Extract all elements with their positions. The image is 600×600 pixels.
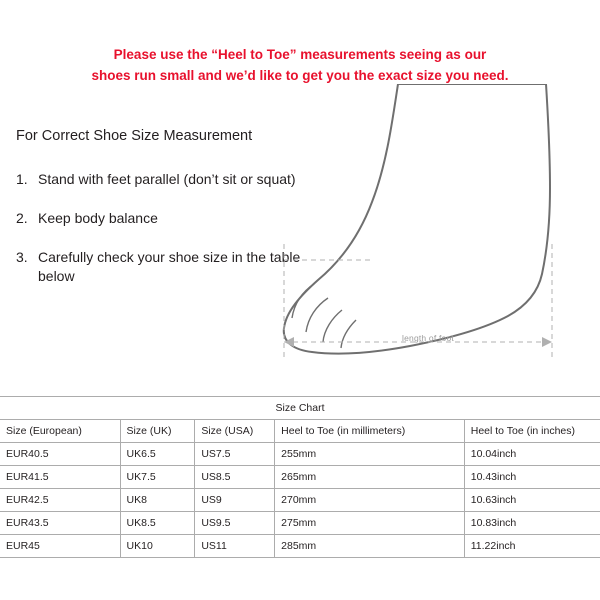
- table-row: [0, 535, 600, 558]
- warning-line-2: shoes run small and we’d like to get you the exact size you need.: [91, 68, 509, 83]
- table-row: [0, 443, 600, 466]
- toe-line: [323, 310, 342, 342]
- cell-size-uk: UK7.5: [120, 466, 195, 489]
- cell-size-uk: UK10: [120, 535, 195, 558]
- arrow-right-icon: [542, 337, 552, 347]
- foot-outline: [284, 84, 550, 354]
- instruction-number: 1.: [16, 171, 28, 187]
- cell-size-usa: US11: [195, 535, 275, 558]
- column-header-heel-to-toe-mm: Heel to Toe (in millimeters): [275, 420, 465, 443]
- instruction-text: Stand with feet parallel (don’t sit or squat): [38, 171, 296, 187]
- length-of-foot-label: length of foot: [402, 333, 454, 343]
- toe-line: [341, 320, 356, 348]
- instruction-text: Carefully check your shoe size in the table below: [38, 249, 301, 284]
- instructions-title: For Correct Shoe Size Measurement: [16, 128, 253, 144]
- instruction-text: Keep body balance: [38, 210, 158, 226]
- cell-size-european: EUR41.5: [0, 466, 120, 489]
- instruction-number: 2.: [16, 210, 28, 226]
- cell-size-uk: UK6.5: [120, 443, 195, 466]
- column-header-size-european: Size (European): [0, 420, 120, 443]
- size-chart-caption: Size Chart: [0, 397, 600, 420]
- table-row: [0, 466, 600, 489]
- toe-line: [292, 284, 314, 318]
- cell-heel-to-toe-mm: 285mm: [275, 535, 465, 558]
- table-caption-row: [0, 397, 600, 420]
- cell-size-uk: UK8: [120, 489, 195, 512]
- cell-heel-to-toe-mm: 275mm: [275, 512, 465, 535]
- cell-heel-to-toe-inch: 10.63inch: [464, 489, 600, 512]
- cell-heel-to-toe-inch: 10.83inch: [464, 512, 600, 535]
- warning-notice: [0, 44, 600, 86]
- warning-line-1: Please use the “Heel to Toe” measurements seeing as our: [113, 47, 487, 62]
- cell-heel-to-toe-inch: 10.43inch: [464, 466, 600, 489]
- cell-size-european: EUR42.5: [0, 489, 120, 512]
- cell-size-usa: US7.5: [195, 443, 275, 466]
- cell-size-european: EUR43.5: [0, 512, 120, 535]
- column-header-size-uk: Size (UK): [120, 420, 195, 443]
- foot-diagram: [250, 84, 590, 384]
- table-row: [0, 512, 600, 535]
- cell-heel-to-toe-inch: 10.04inch: [464, 443, 600, 466]
- size-chart-table: [0, 396, 600, 558]
- table-header-row: [0, 420, 600, 443]
- cell-size-european: EUR45: [0, 535, 120, 558]
- cell-heel-to-toe-mm: 255mm: [275, 443, 465, 466]
- cell-size-usa: US8.5: [195, 466, 275, 489]
- cell-size-european: EUR40.5: [0, 443, 120, 466]
- toe-line: [306, 298, 328, 332]
- cell-size-usa: US9: [195, 489, 275, 512]
- cell-heel-to-toe-mm: 265mm: [275, 466, 465, 489]
- instruction-number: 3.: [16, 249, 28, 265]
- cell-size-uk: UK8.5: [120, 512, 195, 535]
- column-header-heel-to-toe-inch: Heel to Toe (in inches): [464, 420, 600, 443]
- column-header-size-usa: Size (USA): [195, 420, 275, 443]
- cell-heel-to-toe-mm: 270mm: [275, 489, 465, 512]
- cell-size-usa: US9.5: [195, 512, 275, 535]
- cell-heel-to-toe-inch: 11.22inch: [464, 535, 600, 558]
- table-row: [0, 489, 600, 512]
